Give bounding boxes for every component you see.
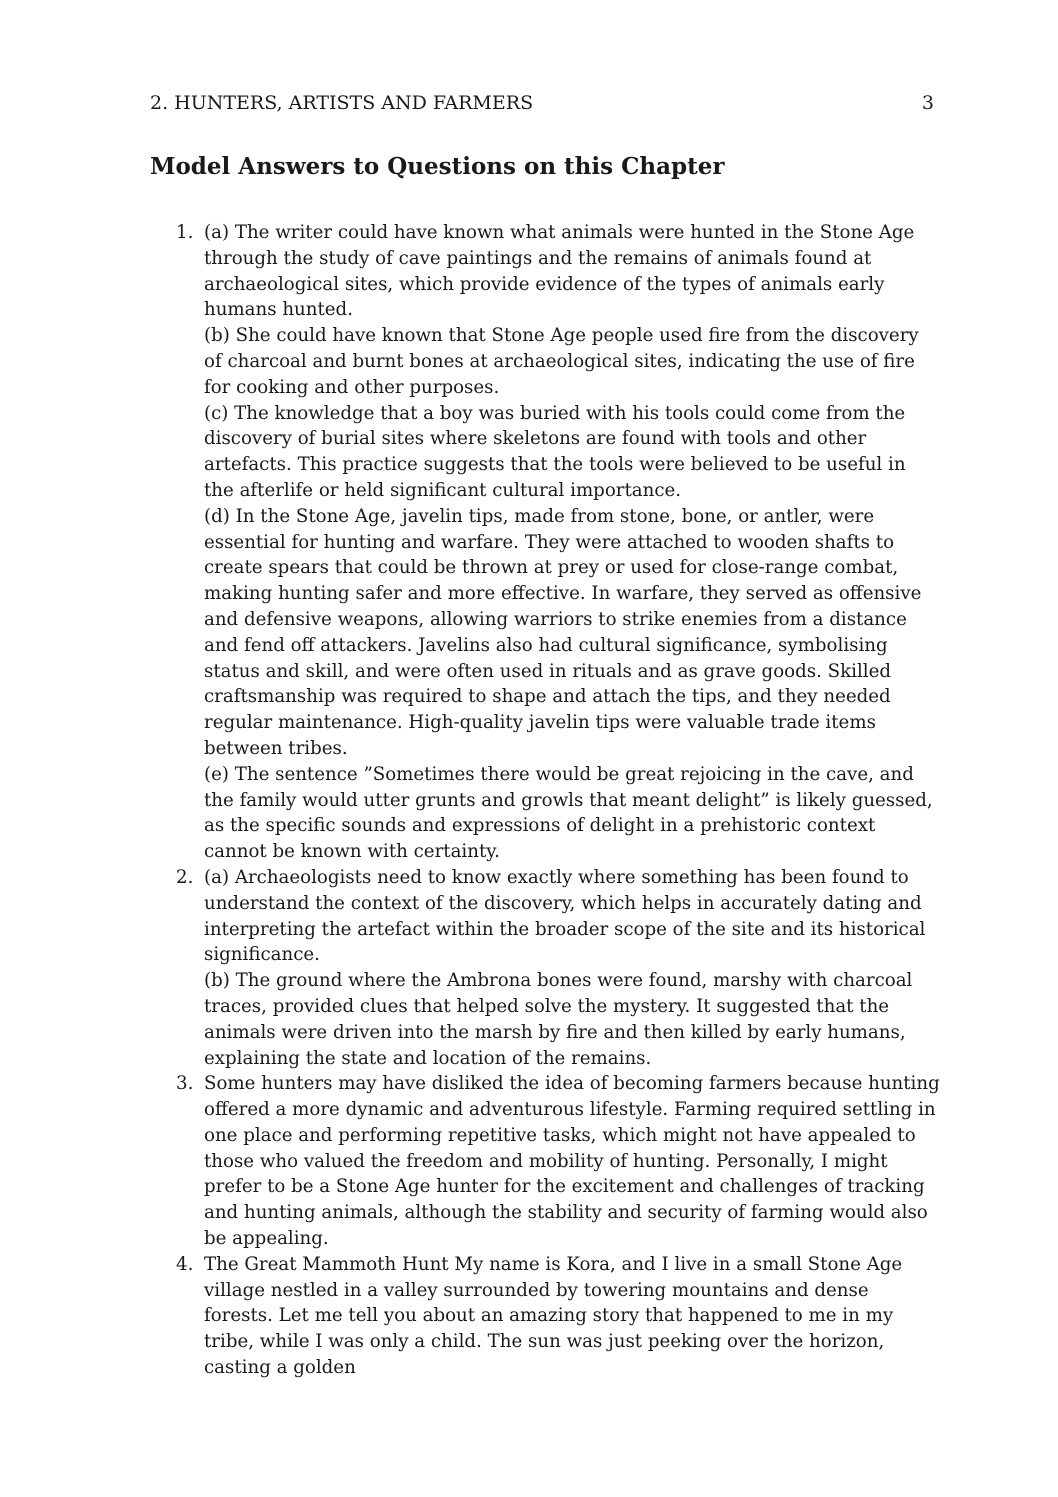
running-header bbox=[150, 91, 934, 115]
answer-item-3 bbox=[150, 1071, 940, 1252]
answer-number: 2. bbox=[176, 866, 194, 888]
answer-text-4: The Great Mammoth Hunt My name is Kora, and I live in a small Stone Age village nestled in a valley surrounded by towering mountains and dense forests. Let me tell you about an amazing story that happened to me in my tribe, while I was only a child. The sun was just peeking over the horizon, casting a golden bbox=[204, 1253, 903, 1379]
answer-number: 4. bbox=[176, 1253, 194, 1275]
answer-part-1e: (e) The sentence ”Sometimes there would be great rejoicing in the cave, and the family would utter grunts and growls that meant delight” is likely guessed, as the specific sounds and expressions of delight in a prehistoric context cannot be known with certainty. bbox=[204, 763, 933, 863]
page-number: 3 bbox=[921, 92, 934, 114]
answer-part-1d: (d) In the Stone Age, javelin tips, made from stone, bone, or antler, were essential for hunting and warfare. They were attached to wooden shafts to create spears that could be thrown at prey or used for close-range combat, making hunting safer and more effective. In warfare, they served as offensive and defensive weapons, allowing warriors to strike enemies from a distance and fend off attackers. Javelins also had cultural significance, symbolising status and skill, and were often used in rituals and as grave goods. Skilled craftsmanship was required to shape and attach the tips, and they needed regular maintenance. High-quality javelin tips were valuable trade items between tribes. bbox=[204, 505, 922, 759]
answer-text-3: Some hunters may have disliked the idea of becoming farmers because hunting offered a more dynamic and adventurous lifestyle. Farming required settling in one place and performing repetitive tasks, which might not have appealed to those who valued the freedom and mobility of hunting. Personally, I might prefer to be a Stone Age hunter for the excitement and challenges of tracking and hunting animals, although the stability and security of farming would also be appealing. bbox=[204, 1073, 940, 1250]
answer-part-1a: (a) The writer could have known what animals were hunted in the Stone Age through the study of cave paintings and the remains of animals found at archaeological sites, which provide evidence of the types of animals early humans hunted. bbox=[204, 222, 915, 321]
answer-part-2a: (a) Archaeologists need to know exactly where something has been found to understand the context of the discovery, which helps in accurately dating and interpreting the artefact within the broader scope of the site and its historical significance. bbox=[204, 866, 926, 966]
answer-item-2 bbox=[150, 865, 940, 1071]
answer-item-1 bbox=[150, 220, 940, 865]
answer-number: 1. bbox=[176, 222, 194, 243]
answer-part-1c: (c) The knowledge that a boy was buried with his tools could come from the discovery of burial sites where skeletons are found with tools and other artefacts. This practice suggests that the tools were believed to be useful in the afterlife or held significant cultural importance. bbox=[204, 402, 906, 501]
answer-list bbox=[150, 220, 940, 1381]
section-heading: Model Answers to Questions on this Chapter bbox=[150, 153, 725, 180]
answer-part-2b: (b) The ground where the Ambrona bones were found, marshy with charcoal traces, provided clues that helped solve the mystery. It suggested that the animals were driven into the marsh by fire and then killed by early humans, explaining the state and location of the remains. bbox=[204, 970, 913, 1069]
answer-number: 3. bbox=[176, 1073, 194, 1095]
answer-item-4 bbox=[150, 1252, 940, 1381]
answer-part-1b: (b) She could have known that Stone Age people used fire from the discovery of charcoal and burnt bones at archaeological sites, indicating the use of fire for cooking and other purposes. bbox=[204, 325, 919, 398]
running-title: 2. HUNTERS, ARTISTS AND FARMERS bbox=[150, 92, 534, 114]
